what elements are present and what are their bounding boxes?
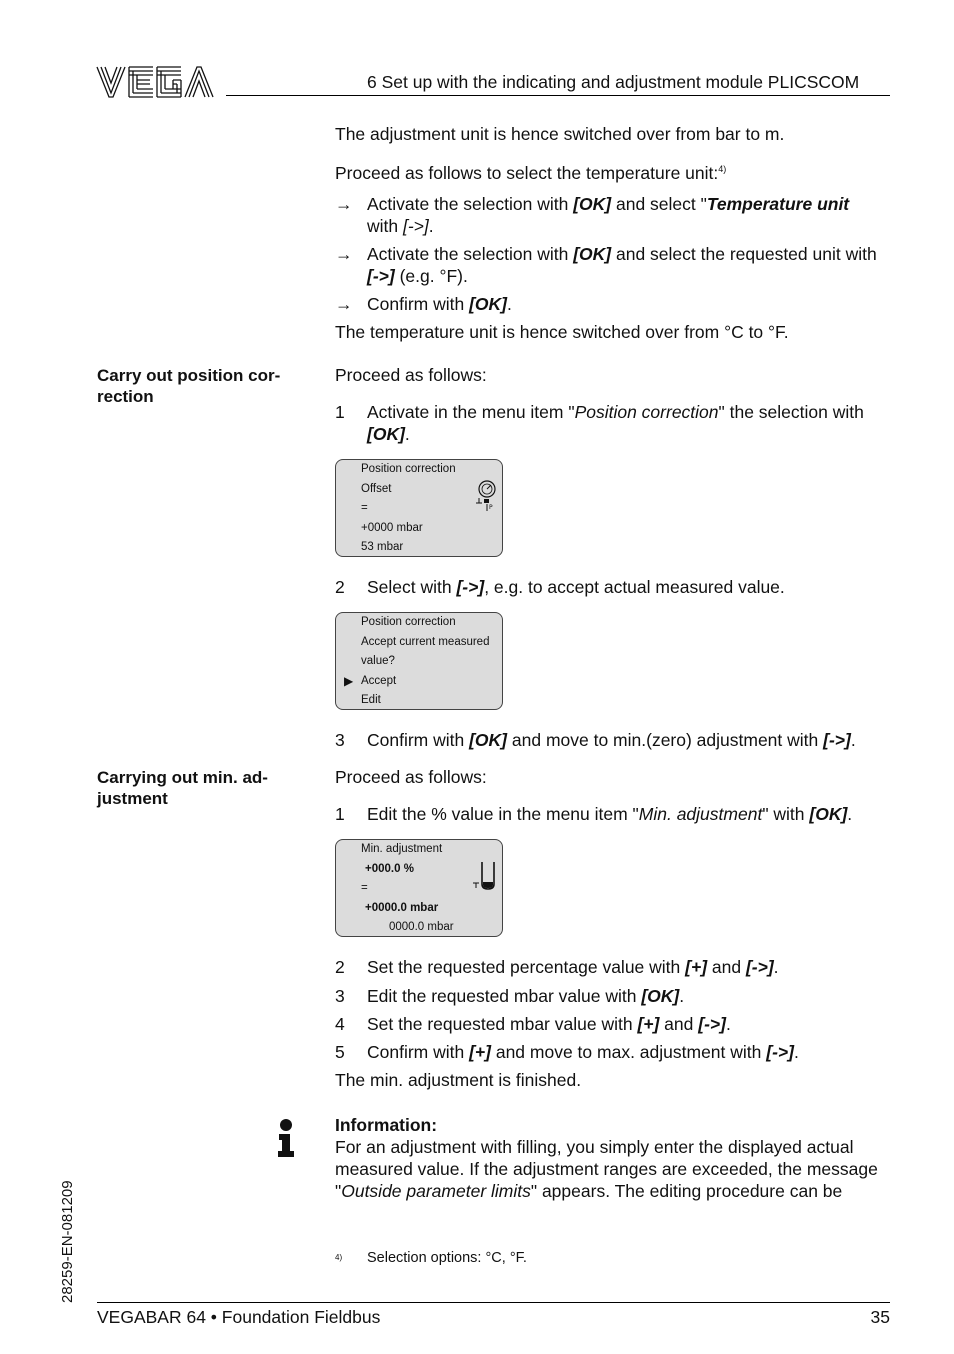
info-title: Information:	[335, 1115, 438, 1135]
info-line-3-b: " appears. The editing procedure can be	[530, 1181, 843, 1201]
plus-key-label: [+]	[469, 1042, 491, 1062]
intro-paragraph-2-text: Proceed as follows to select the temperature unit:	[335, 162, 719, 183]
step-text-b: and move to max. adjustment with	[490, 1042, 767, 1062]
step-text-c: .	[404, 424, 410, 444]
min-step-4	[335, 1013, 895, 1035]
step-text-a: Edit the requested mbar value with	[367, 986, 642, 1006]
plus-key-label: [+]	[685, 957, 708, 977]
lcd-line: +0000.0 mbar	[365, 901, 439, 914]
logo-text: VEGA	[96, 66, 99, 67]
lcd-line: +0000 mbar	[361, 521, 423, 534]
ok-key-label: [OK]	[573, 194, 612, 214]
lcd-line: Accept current measured	[361, 635, 490, 648]
lcd-display-position-offset	[335, 459, 503, 557]
section-title: 6 Set up with the indicating and adjustment module PLICSCOM	[367, 72, 860, 92]
step-text-b: " with	[762, 804, 810, 824]
info-line-1: For an adjustment with filling, you simply enter the displayed actual	[335, 1137, 854, 1157]
lcd-line: Min. adjustment	[361, 843, 443, 855]
menu-term: Position correction	[574, 402, 719, 422]
bullet-1-text-b: and select "	[611, 194, 707, 214]
lcd-line: Position correction	[361, 463, 456, 475]
arrow-key-label: [->]	[745, 957, 774, 977]
info-line-3-a: "	[335, 1181, 342, 1201]
page-number: 35	[870, 1307, 890, 1327]
bullet-1-text-c: with	[367, 216, 403, 236]
step-number: 1	[335, 804, 345, 824]
lcd-line: Accept	[361, 674, 397, 687]
lcd-line: Edit	[361, 694, 381, 706]
lcd-line: =	[361, 882, 368, 894]
step-number: 1	[335, 402, 345, 422]
footnote-mark: 4)	[335, 1253, 343, 1262]
lcd-display-min-adjustment	[335, 839, 503, 937]
step-text-a: Set the requested mbar value with	[367, 1014, 638, 1034]
arrow-right-icon: →	[335, 244, 353, 264]
side-heading-line-1: Carrying out min. ad-	[97, 768, 268, 787]
min-adjustment-finished: The min. adjustment is finished.	[335, 1070, 582, 1090]
position-step-2	[335, 576, 895, 598]
svg-text:P: P	[489, 504, 493, 511]
info-block	[335, 1114, 895, 1202]
step-text-a: Confirm with	[367, 730, 470, 750]
bullet-2-text-c: (e.g. °F).	[394, 266, 468, 286]
ok-key-label: [OK]	[469, 294, 508, 314]
bullet-2-text-a: Activate the selection with	[367, 244, 574, 264]
step-number: 2	[335, 577, 345, 597]
step-number: 5	[335, 1042, 345, 1062]
step-number: 3	[335, 730, 345, 750]
lcd-line: 53 mbar	[361, 541, 404, 553]
ok-key-label: [OK]	[809, 804, 848, 824]
arrow-right-icon: →	[335, 294, 353, 314]
arrow-right-icon: →	[335, 194, 353, 214]
step-text-a: Confirm with	[367, 1042, 470, 1062]
footer-rule	[97, 1302, 890, 1303]
footnote	[335, 1248, 527, 1268]
lcd-line: =	[361, 502, 368, 514]
bullet-2	[335, 243, 895, 287]
step-text-b: " the selection with	[718, 402, 864, 422]
position-step-3	[335, 729, 895, 751]
step-text-c: .	[793, 1042, 799, 1062]
arrow-key-label: [->]	[402, 216, 429, 236]
footnote-text: Selection options: °C, °F.	[367, 1250, 527, 1266]
bullet-1	[335, 193, 895, 237]
min-step-2	[335, 956, 895, 978]
lcd-line: 0000.0 mbar	[389, 921, 454, 933]
arrow-key-label: [->]	[367, 266, 395, 286]
bullet-1-text-a: Activate the selection with	[367, 194, 574, 214]
bullet-3-text-b: .	[507, 294, 512, 314]
bullet-3-text-a: Confirm with	[367, 294, 470, 314]
info-line-2: measured value. If the adjustment ranges are exceeded, the message	[335, 1159, 878, 1179]
step-number: 2	[335, 957, 345, 977]
lcd-line: value?	[361, 655, 395, 667]
arrow-key-label: [->]	[823, 730, 851, 750]
min-step-3	[335, 985, 895, 1007]
step-text-a: Set the requested percentage value with	[367, 957, 686, 977]
info-icon	[276, 1118, 296, 1158]
step-text-a: Select with	[367, 577, 457, 597]
side-heading-line-2: rection	[97, 387, 154, 406]
vega-logo-graphic	[96, 66, 214, 98]
side-heading-line-1: Carry out position cor-	[97, 366, 281, 385]
min-step-1	[335, 803, 895, 825]
side-heading-min-adjustment	[97, 767, 268, 809]
lcd-line: Position correction	[361, 616, 456, 628]
side-heading-line-2: justment	[97, 789, 168, 808]
plus-key-label: [+]	[637, 1014, 660, 1034]
step-text-b: .	[679, 986, 685, 1006]
step-text-a: Activate in the menu item "	[367, 402, 575, 422]
header-rule	[226, 95, 890, 96]
proceed-text: Proceed as follows:	[335, 767, 487, 787]
arrow-key-label: [->]	[766, 1042, 794, 1062]
info-line-3	[335, 1180, 895, 1202]
footnote-ref: 4)	[718, 164, 727, 174]
message-term: Outside parameter limits	[341, 1181, 531, 1201]
intro-paragraph-3: The temperature unit is hence switched over from °C to °F.	[335, 322, 789, 342]
arrow-key-label: [->]	[456, 577, 485, 597]
lcd-line: +000.0 %	[365, 862, 414, 875]
side-heading-position	[97, 365, 280, 407]
step-text-b: and	[707, 957, 746, 977]
footer-product: VEGABAR 64 • Foundation Fieldbus	[97, 1307, 381, 1327]
lcd-display-position-accept	[335, 612, 503, 710]
bullet-1-text-d: .	[428, 216, 434, 236]
document-code: 28259-EN-081209	[59, 1180, 76, 1303]
bullet-3	[335, 293, 895, 315]
intro-paragraph-1: The adjustment unit is hence switched over from bar to m.	[335, 124, 785, 144]
step-number: 4	[335, 1014, 345, 1034]
step-number: 3	[335, 986, 345, 1006]
step-text-b: and move to min.(zero) adjustment with	[507, 730, 824, 750]
vessel-min-level-icon	[470, 858, 500, 894]
step-text-c: .	[850, 730, 856, 750]
ok-key-label: [OK]	[469, 730, 508, 750]
arrow-key-label: [->]	[698, 1014, 726, 1034]
ok-key-label: [OK]	[641, 986, 680, 1006]
pressure-gauge-icon	[474, 478, 498, 514]
ok-key-label: [OK]	[367, 424, 405, 444]
ok-key-label: [OK]	[573, 244, 612, 264]
bullet-2-text-b: and select the requested unit with	[611, 244, 877, 264]
menu-term: Min. adjustment	[638, 804, 763, 824]
step-text-b: , e.g. to accept actual measured value.	[484, 577, 785, 597]
min-step-5	[335, 1041, 895, 1063]
lcd-line: Offset	[361, 482, 392, 495]
selection-pointer-icon: ▶	[344, 674, 354, 688]
position-step-1	[335, 401, 895, 445]
proceed-text: Proceed as follows:	[335, 365, 487, 385]
menu-term: Temperature unit	[706, 194, 850, 214]
vega-logo	[96, 66, 214, 98]
step-text-a: Edit the % value in the menu item "	[367, 804, 639, 824]
step-text-c: .	[847, 804, 853, 824]
step-text-c: .	[725, 1014, 731, 1034]
intro-paragraph-2	[335, 158, 726, 184]
step-text-b: and	[659, 1014, 699, 1034]
step-text-c: .	[773, 957, 779, 977]
